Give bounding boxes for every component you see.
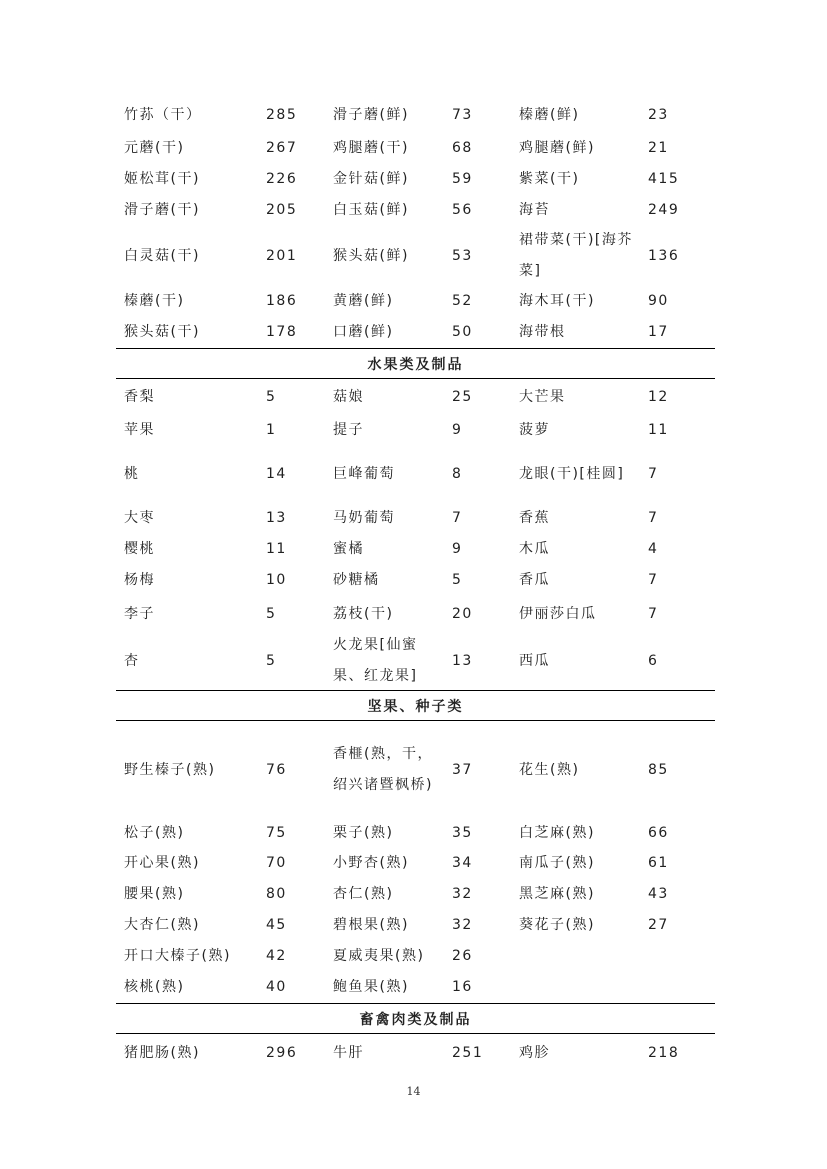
table-row <box>116 972 715 1003</box>
food-name: 荔枝(干) <box>333 605 394 622</box>
food-name: 榛蘑(干) <box>124 293 185 309</box>
food-name: 大杏仁(熟) <box>124 917 200 933</box>
food-name: 鸡胗 <box>519 1044 550 1061</box>
purine-value: 13 <box>452 652 473 669</box>
food-name: 口蘑(鲜) <box>333 324 394 340</box>
purine-value: 136 <box>648 247 680 264</box>
purine-value <box>648 972 708 1003</box>
purine-value: 70 <box>266 855 287 871</box>
food-name: 滑子蘑(鲜) <box>333 106 409 123</box>
food-name: 海木耳(干) <box>519 293 595 309</box>
purine-value: 14 <box>266 466 287 482</box>
table-row <box>116 941 715 972</box>
purine-value: 249 <box>648 202 680 218</box>
purine-value: 85 <box>648 761 669 778</box>
purine-value: 218 <box>648 1044 680 1061</box>
food-name: 火龙果[仙蜜果、红龙果] <box>333 637 418 684</box>
food-name: 南瓜子(熟) <box>519 855 595 871</box>
food-name: 白玉菇(鲜) <box>333 202 409 218</box>
purine-value: 5 <box>266 388 277 405</box>
purine-value: 8 <box>452 466 463 482</box>
food-name: 黑芝麻(熟) <box>519 886 595 902</box>
purine-value: 25 <box>452 388 473 405</box>
table-row <box>116 133 715 164</box>
food-name: 杏 <box>124 652 140 669</box>
purine-value: 9 <box>452 422 463 438</box>
food-name: 碧根果(熟) <box>333 917 409 933</box>
food-name: 杏仁(熟) <box>333 886 394 902</box>
purine-value: 53 <box>452 247 473 264</box>
purine-value: 12 <box>648 388 669 405</box>
food-name: 腰果(熟) <box>124 886 185 902</box>
food-name: 桃 <box>124 466 140 482</box>
purine-value: 5 <box>266 652 277 669</box>
purine-value: 205 <box>266 202 298 218</box>
food-name: 李子 <box>124 605 155 622</box>
food-name: 金针菇(鲜) <box>333 171 409 187</box>
purine-value: 11 <box>266 541 287 557</box>
purine-value: 226 <box>266 171 298 187</box>
food-name: 裙带菜(干)[海芥菜] <box>519 232 633 279</box>
food-name: 蜜橘 <box>333 541 364 557</box>
table-row <box>116 226 715 286</box>
purine-value: 43 <box>648 886 669 902</box>
purine-value: 56 <box>452 202 473 218</box>
purine-value: 26 <box>452 948 473 964</box>
food-name: 小野杏(熟) <box>333 855 409 871</box>
food-name: 大枣 <box>124 510 155 526</box>
food-name: 杨梅 <box>124 572 155 588</box>
purine-value: 32 <box>452 886 473 902</box>
table-row <box>116 721 715 819</box>
food-name: 菠萝 <box>519 422 550 438</box>
food-name: 砂糖橘 <box>333 572 380 588</box>
food-name: 元蘑(干) <box>124 140 185 156</box>
food-name: 黄蘑(鲜) <box>333 293 394 309</box>
food-name: 香梨 <box>124 388 155 405</box>
purine-value: 21 <box>648 140 669 156</box>
page-number: 14 <box>406 1085 421 1098</box>
food-name: 白灵菇(干) <box>124 247 200 264</box>
purine-value: 17 <box>648 324 669 340</box>
food-name: 香蕉 <box>519 510 550 526</box>
food-name: 鸡腿蘑(干) <box>333 140 409 156</box>
purine-table <box>116 97 715 1072</box>
food-name: 紫菜(干) <box>519 171 580 187</box>
purine-value: 6 <box>648 652 659 669</box>
purine-value: 7 <box>648 605 659 622</box>
food-name: 木瓜 <box>519 541 550 557</box>
food-name: 大芒果 <box>519 388 566 405</box>
food-name: 马奶葡萄 <box>333 510 395 526</box>
purine-value: 20 <box>452 605 473 622</box>
table-row <box>116 879 715 910</box>
food-name: 伊丽莎白瓜 <box>519 605 597 622</box>
food-name: 开口大榛子(熟) <box>124 948 231 964</box>
purine-value: 80 <box>266 886 287 902</box>
purine-value: 68 <box>452 140 473 156</box>
food-name: 白芝麻(熟) <box>519 825 595 841</box>
food-name: 鲍鱼果(熟) <box>333 979 409 995</box>
purine-value <box>648 941 708 972</box>
purine-value: 11 <box>648 422 669 438</box>
purine-value: 7 <box>648 510 659 526</box>
purine-value: 76 <box>266 761 287 778</box>
purine-value: 23 <box>648 106 669 123</box>
purine-value: 296 <box>266 1044 298 1061</box>
food-name: 海苔 <box>519 202 550 218</box>
food-name: 夏威夷果(熟) <box>333 948 425 964</box>
purine-value: 1 <box>266 422 277 438</box>
purine-value: 4 <box>648 541 659 557</box>
table-row <box>116 195 715 226</box>
food-name: 猪肥肠(熟) <box>124 1044 200 1061</box>
food-name: 松子(熟) <box>124 825 185 841</box>
food-name <box>519 972 644 1003</box>
food-name: 猴头菇(干) <box>124 324 200 340</box>
section-header: 水果类及制品 <box>116 348 715 379</box>
food-name: 姬松茸(干) <box>124 171 200 187</box>
table-row <box>116 164 715 195</box>
food-name: 巨峰葡萄 <box>333 466 395 482</box>
purine-value: 251 <box>452 1044 484 1061</box>
purine-value: 34 <box>452 855 473 871</box>
food-name: 开心果(熟) <box>124 855 200 871</box>
purine-value: 285 <box>266 106 298 123</box>
table-row <box>116 819 715 848</box>
purine-value: 415 <box>648 171 680 187</box>
table-row <box>116 910 715 941</box>
purine-value: 32 <box>452 917 473 933</box>
food-name: 榛蘑(鲜) <box>519 106 580 123</box>
food-name: 西瓜 <box>519 652 550 669</box>
purine-value: 267 <box>266 140 298 156</box>
table-row <box>116 534 715 565</box>
food-name: 牛肝 <box>333 1044 364 1061</box>
food-name: 苹果 <box>124 422 155 438</box>
table-row <box>116 415 715 446</box>
purine-value: 73 <box>452 106 473 123</box>
purine-value: 75 <box>266 825 287 841</box>
purine-value: 90 <box>648 293 669 309</box>
food-name: 野生榛子(熟) <box>124 761 216 778</box>
purine-value: 7 <box>452 510 463 526</box>
food-name: 葵花子(熟) <box>519 917 595 933</box>
table-row <box>116 503 715 534</box>
section-header: 畜禽肉类及制品 <box>116 1003 715 1034</box>
purine-value: 201 <box>266 247 298 264</box>
purine-value: 35 <box>452 825 473 841</box>
food-name: 菇娘 <box>333 388 364 405</box>
table-row <box>116 286 715 317</box>
purine-value: 59 <box>452 171 473 187</box>
table-row <box>116 446 715 503</box>
purine-value: 9 <box>452 541 463 557</box>
purine-value: 42 <box>266 948 287 964</box>
purine-value: 50 <box>452 324 473 340</box>
purine-value: 40 <box>266 979 287 995</box>
food-name: 花生(熟) <box>519 761 580 778</box>
purine-value: 5 <box>266 605 277 622</box>
food-name: 樱桃 <box>124 541 155 557</box>
food-name: 香榧(熟，干，绍兴诸暨枫桥) <box>333 746 433 793</box>
purine-value: 7 <box>648 572 659 588</box>
food-name: 竹荪（干） <box>124 106 202 123</box>
purine-value: 10 <box>266 572 287 588</box>
purine-value: 37 <box>452 761 473 778</box>
food-name: 龙眼(干)[桂圆] <box>519 466 625 482</box>
purine-value: 16 <box>452 979 473 995</box>
food-name: 猴头菇(鲜) <box>333 247 409 264</box>
purine-value: 178 <box>266 324 298 340</box>
table-row <box>116 596 715 632</box>
food-name: 滑子蘑(干) <box>124 202 200 218</box>
purine-value: 13 <box>266 510 287 526</box>
table-row <box>116 97 715 133</box>
food-name <box>519 941 644 972</box>
purine-value: 27 <box>648 917 669 933</box>
food-name: 海带根 <box>519 324 566 340</box>
table-row <box>116 317 715 348</box>
food-name: 核桃(熟) <box>124 979 185 995</box>
table-row <box>116 848 715 879</box>
table-row <box>116 565 715 596</box>
table-row <box>116 379 715 415</box>
food-name: 鸡腿蘑(鲜) <box>519 140 595 156</box>
purine-value: 186 <box>266 293 298 309</box>
food-name: 香瓜 <box>519 572 550 588</box>
table-row <box>116 632 715 690</box>
purine-value: 66 <box>648 825 669 841</box>
purine-value: 52 <box>452 293 473 309</box>
purine-value: 45 <box>266 917 287 933</box>
section-header: 坚果、种子类 <box>116 690 715 721</box>
purine-value: 61 <box>648 855 669 871</box>
food-name: 栗子(熟) <box>333 825 394 841</box>
purine-value: 7 <box>648 466 659 482</box>
food-name: 提子 <box>333 422 364 438</box>
purine-value: 5 <box>452 572 463 588</box>
table-row <box>116 1034 715 1072</box>
